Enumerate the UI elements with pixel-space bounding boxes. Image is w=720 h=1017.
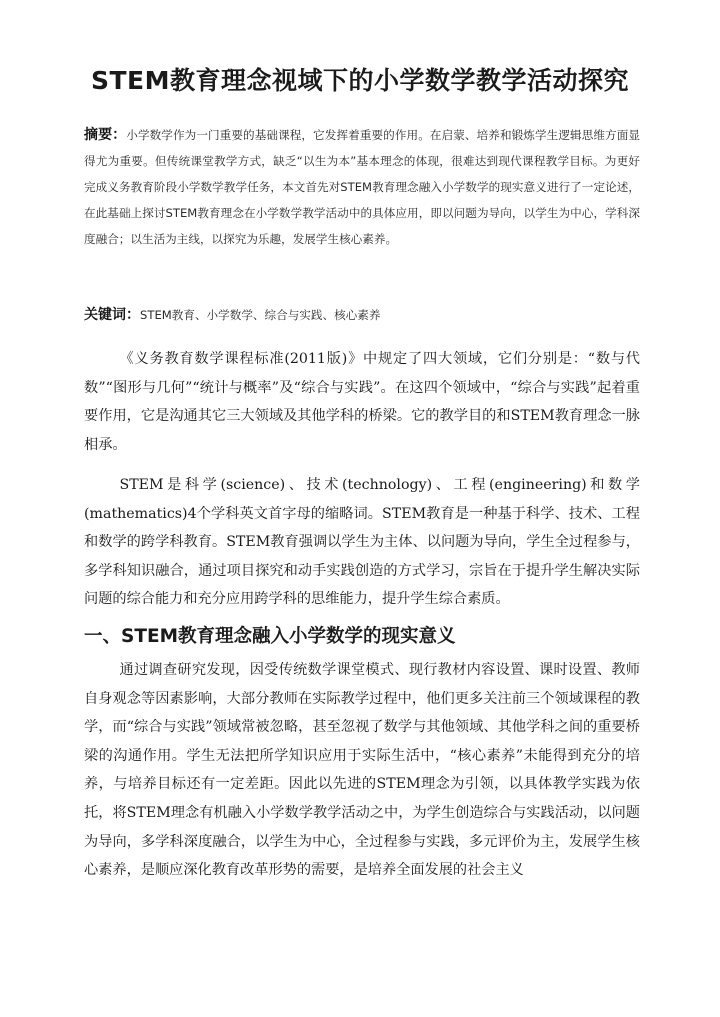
abstract: [84, 122, 640, 252]
body-paragraph-3: 通过调查研究发现，因受传统数学课堂模式、现行教材内容设置、课时设置、教师自身观念等因素影响，大部分教师在实际教学过程中，他们更多关注前三个领域课程的教学，而“综合与实践”领域常被忽略，甚至忽视了数学与其他领域、其他学科之间的重要桥梁的沟通作用。学生无法把所学知识应用于实际生活中，“核心素养”未能得到充分的培养，与培养目标还有一定差距。因此以先进的STEM理念为引领，以具体教学实践为依托，将STEM理念有机融入小学数学教学活动之中，为学生创造综合与实践活动，以问题为导向，多学科深度融合，以学生为中心，全过程参与实践，多元评价为主，发展学生核心素养，是顺应深化教育改革形势的需要，是培养全面发展的社会主义: [84, 662, 640, 879]
body-paragraph-2: STEM是科学(science)、技术(technology)、工程(engineering)和数学(mathematics)4个学科英文首字母的缩略词。STEM教育是一种基于科学、技术、工程和数学的跨学科教育。STEM教育强调以学生为主体、以问题为导向，学生全过程参与，多学科知识融合，通过项目探究和动手实践创造的方式学习，宗旨在于提升学生解决实际问题的综合能力和充分应用跨学科的思维能力，提升学生综合素质。: [84, 477, 640, 608]
section-heading-1: 一、STEM教育理念融入小学数学的现实意义: [84, 626, 456, 647]
keywords-text: STEM教育、小学数学、综合与实践、核心素养: [140, 308, 381, 322]
paper-title: STEM教育理念视域下的小学数学教学活动探究: [90, 66, 630, 95]
body-paragraph-1: 《义务教育数学课程标准(2011版)》中规定了四大领域，它们分别是：“数与代数”“图形与几何”“统计与概率”及“综合与实践”。在这四个领域中，“综合与实践”起着重要作用，它是沟通其它三大领域及其他学科的桥梁。它的教学目的和STEM教育理念一脉相承。: [84, 351, 640, 453]
keywords-label: 关键词：: [84, 307, 140, 323]
abstract-label: 摘要：: [84, 127, 127, 143]
keywords: [84, 302, 640, 328]
abstract-text: 小学数学作为一门重要的基础课程，它发挥着重要的作用。在启蒙、培养和锻炼学生逻辑思维方面显得尤为重要。但传统课堂教学方式，缺乏“以生为本”基本理念的体现，很难达到现代课程教学目标。为更好完成义务教育阶段小学数学教学任务，本文首先对STEM教育理念融入小学数学的现实意义进行了一定论述，在此基础上探讨STEM教育理念在小学数学教学活动中的具体应用，即以问题为导向，以学生为中心，学科深度融合；以生活为主线，以探究为乐趣，发展学生核心素养。: [84, 128, 641, 246]
